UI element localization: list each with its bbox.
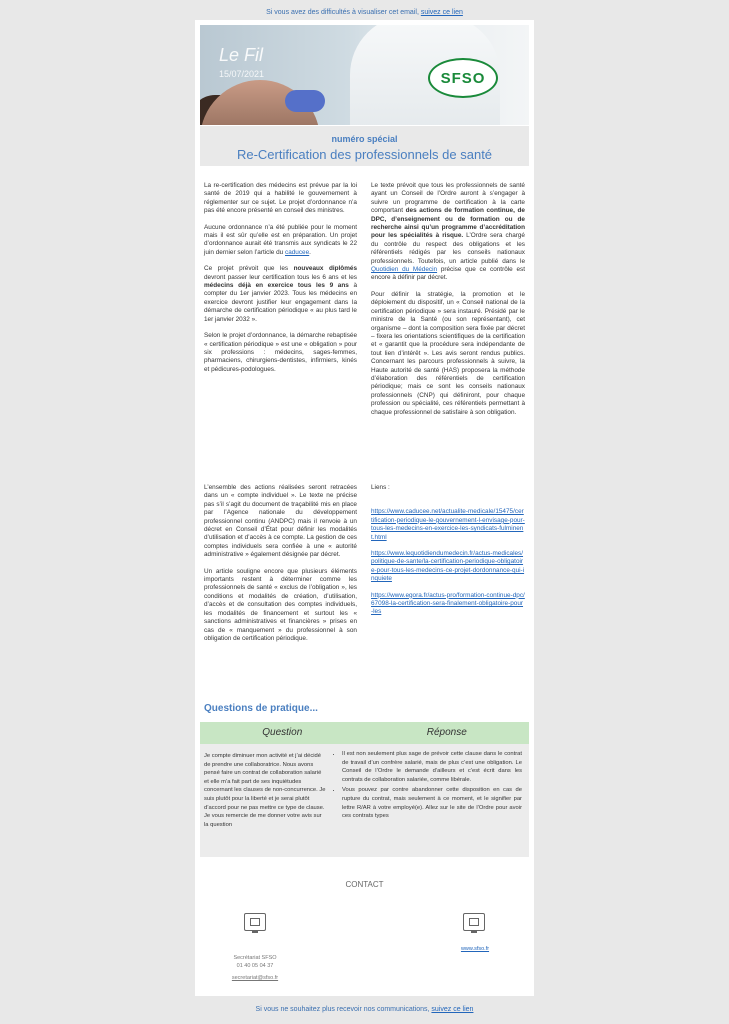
paragraph: Ce projet prévoit que les nouveaux diplômés devront passer leur certification tous les 6 ans et les médecins déjà en exercice tous les 9 ans à compter du 1er janvier 2023. Tous les médecins en exercice devront justifier leur engagement dans la démarche de certification périodique « au plus tard le 1er janvier 2032 ».: [204, 265, 357, 323]
quotidien-link[interactable]: Quotidien du Médecin: [371, 266, 438, 274]
paragraph: L’ensemble des actions réalisées seront retracées dans un « compte individuel ». Le texte ne précise pas s’il s’agit du document de traçabilité mis en place par l’Agence nationale du développement professionnel continu (ANDPC) mais il renvoie à un décret en Conseil d’État pour définir les modalités d’utilisation et d’accès à ce compte. La gestion de ces comptes individuels sera confiée à une « autorité administrative » également désignée par décret.: [204, 484, 357, 559]
article-left-bottom: [204, 484, 357, 651]
paragraph: Le texte prévoit que tous les professionnels de santé ayant un Conseil de l’Ordre auront à s’engager à suivre un programme de certification à la carte comportant des actions de formation continue, de DPC, d’enseignement ou de formation ou de recherche ainsi qu’un programme d’accréditation pour les spécialités à risque. L’Ordre sera chargé du contrôle du respect des obligations et les référentiels rédigés par les conseils nationaux professionnels. Toutefois, un article publié dans le Quotidien du Médecin précise que ce contrôle est encore à définir par décret.: [371, 182, 525, 282]
hero-glove-shape: [285, 90, 325, 112]
special-label: numéro spécial: [331, 134, 398, 144]
article-right-top: [371, 182, 525, 425]
questions-table-header: [200, 722, 529, 744]
links-label: Liens :: [371, 484, 390, 491]
hero-banner: [200, 25, 529, 125]
website-link[interactable]: www.sfso.fr: [460, 946, 490, 952]
sfso-logo: SFSO: [428, 58, 498, 98]
contact-info: Secrétariat SFSO 01 40 05 04 37 secretariat@sfso.fr: [231, 955, 279, 981]
website-info: [435, 945, 515, 953]
answer-item: • Vous pouvez par contre abandonner cette disposition en cas de rupture du contrat, mais seulement à ce moment, et le signifier par lettre R/AR à votre employé(e). Allez sur le site de l’Ordre pour avoir ces contrats types: [342, 786, 522, 820]
article-left-top: [204, 182, 357, 382]
source-link[interactable]: https://www.caducee.net/actualite-medicale/15475/certification-periodique-le-gouvernement-l-envisage-pour-tous-les-medecins-en-exercice-les-syndicats-fulminent.html: [371, 508, 525, 541]
view-online-link[interactable]: suivez ce lien: [420, 9, 463, 16]
paragraph: La re-certification des médecins est prévue par la loi santé de 2019 qui a habilité le gouvernement à réglementer sur ce sujet. Le projet d’ordonnance n’a pas été encore présenté en conseil des ministres.: [204, 182, 357, 215]
paragraph: Selon le projet d’ordonnance, la démarche rebaptisée « certification périodique » est une « obligation » pour six professions : médecins, sages-femmes, pharmaciens, chirurgiens-dentistes, infirmiers, kinés et pédicures-podologues.: [204, 332, 357, 373]
paragraph: Pour définir la stratégie, la promotion et le déploiement du dispositif, un « Conseil national de la certification périodique » sera instauré. Présidé par le ministre de la Santé (ou son représentant), cet organisme – dont la composition sera fixée par décret – fixera les orientations scientifiques de la certification et « garantit que la procédure sera indépendante de tout lien d’intérêt ». Les avis seront rendus publics. Concernant les parcours professionnels à suivre, la Haute autorité de santé (HAS) proposera la méthode d’élaboration des référentiels de certification périodique; mais ce sont les conseils nationaux professionnels (CNP) qui définiront, pour chaque profession ou spécialité, ces référentiels permettant à chaque professionnel de satisfaire à son obligation.: [371, 290, 525, 416]
unsubscribe-notice: Si vous ne souhaitez plus recevoir nos communications, suivez ce lien: [255, 1006, 474, 1013]
unsubscribe-link[interactable]: suivez ce lien: [431, 1006, 474, 1013]
question-text: Je compte diminuer mon activité et j’ai décidé de prendre une collaboratrice. Nous avons pensé faire un contrat de collaboration salarié et elle m’a fait part de ses inquiétudes concernant les clauses de non-concurrence. Je suis plutôt pour la liberté et je serai plutôt d’accord pour ne pas mettre ce type de clause. Je vous remercie de me donner votre avis sur la question: [204, 753, 326, 828]
questions-table-body: [200, 744, 529, 857]
paragraph: Un article souligne encore que plusieurs éléments importants restent à déterminer comme les professionnels de santé « exclus de l’obligation », les conditions et modalités de création, d’utilisation, d’accès et de consultation des comptes individuels, les modalités de financement et surtout les « sanctions administratives et financières » prises en cas de « manquement » du professionnel à son obligation de certification périodique.: [204, 567, 357, 642]
source-link[interactable]: https://www.lequotidiendumedecin.fr/actus-medicales/politique-de-sante/la-certification-periodique-obligatoire-pour-tous-les-medecins-ce-projet-dordonnance-qui-inquiete: [371, 550, 525, 583]
top-notice: Si vous avez des difficultés à visualiser cet email, suivez ce lien: [266, 9, 463, 16]
computer-icon: [244, 913, 266, 931]
caducee-link[interactable]: caducee: [285, 248, 310, 256]
contact-title: CONTACT: [345, 880, 384, 889]
source-link[interactable]: https://www.egora.fr/actus-pro/formation-continue-dpc/67098-la-certification-sera-finalement-obligatoire-pour-les: [371, 591, 525, 616]
issue-title: Re-Certification des professionnels de santé: [236, 147, 493, 162]
answer-text: [332, 750, 522, 823]
questions-title: Questions de pratique...: [204, 703, 318, 714]
computer-icon: [463, 913, 485, 931]
email-link[interactable]: secretariat@sfso.fr: [231, 975, 279, 981]
answer-column-header: Réponse: [426, 727, 467, 738]
paragraph: Aucune ordonnance n’a été publiée pour le moment mais il est sûr qu’elle est en préparation. Un projet d’ordonnance aurait été transmis aux syndicats le 22 juin dernier selon l’article du caducee.: [204, 223, 357, 256]
answer-item: • Il est non seulement plus sage de prévoir cette clause dans le contrat de travail d’un confrère salarié, mais de plus c’est une obligation. Le Conseil de l’Ordre le demande d’ailleurs et c’est écrit dans les contrats de collaboration salariée, comme libérale.: [342, 750, 522, 784]
special-issue-banner: [200, 126, 529, 166]
newsletter-card: [195, 20, 534, 996]
newsletter-title: Le Fil: [219, 45, 264, 65]
question-column-header: Question: [262, 727, 303, 738]
links-section: [371, 484, 525, 625]
newsletter-date: 15/07/2021: [219, 69, 265, 79]
